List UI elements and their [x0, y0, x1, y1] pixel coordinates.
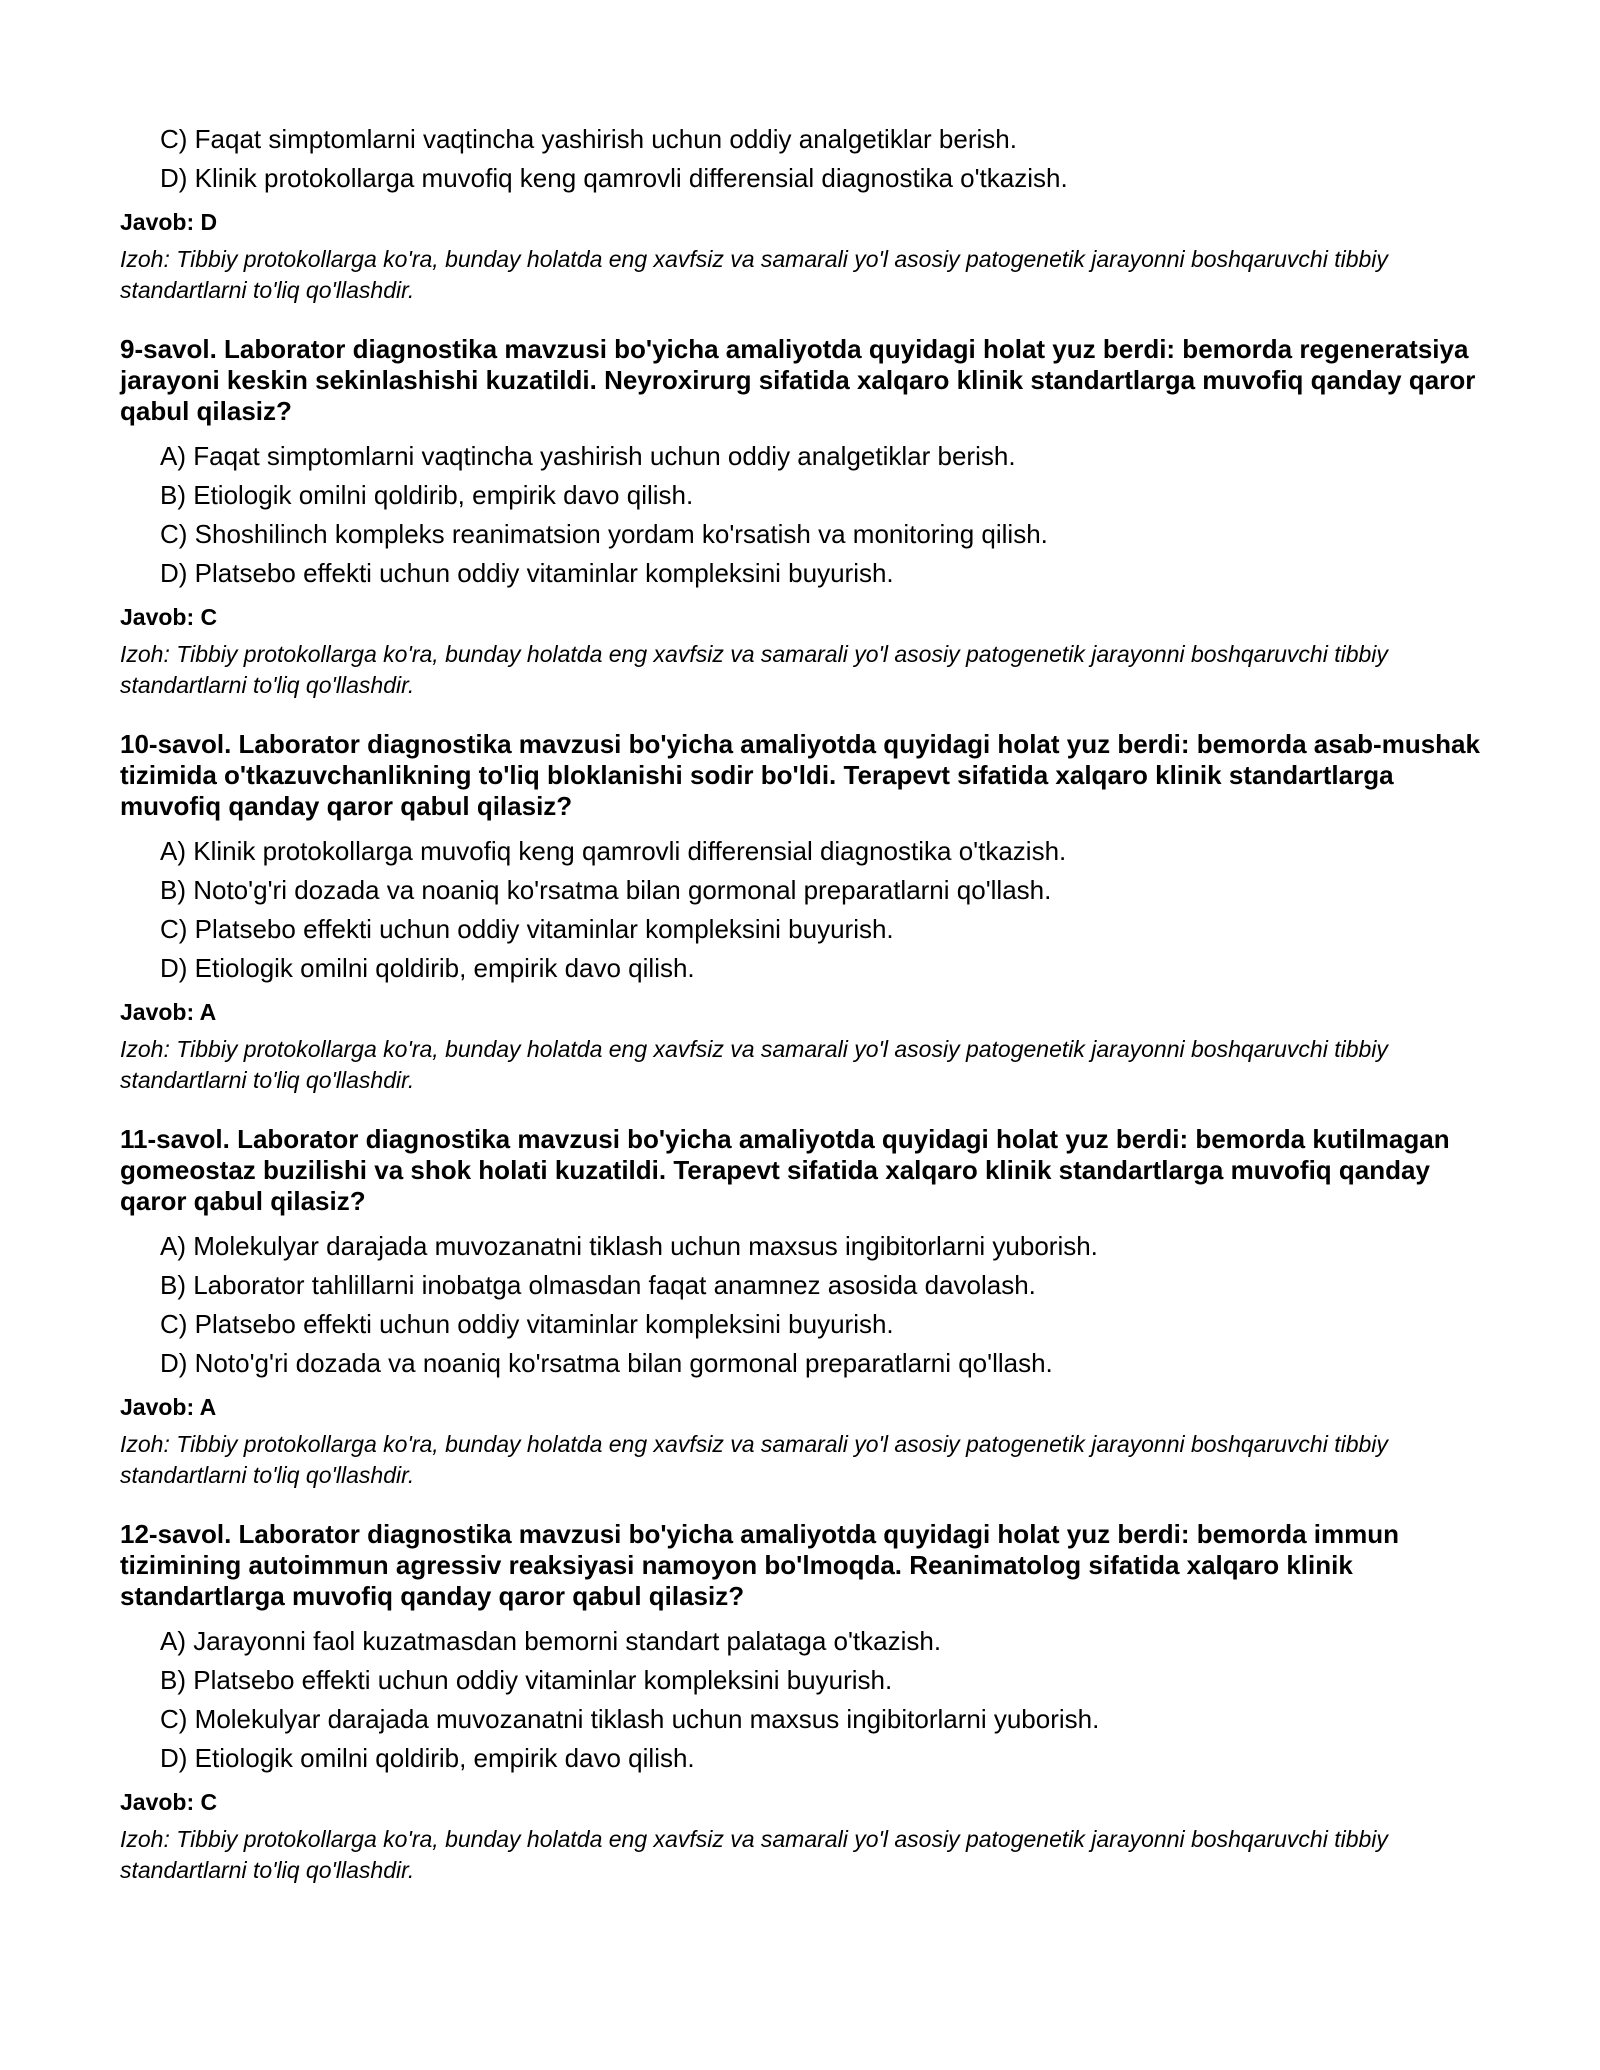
option-a: A) Faqat simptomlarni vaqtincha yashirish uchun oddiy analgetiklar berish. [160, 441, 1016, 471]
option-list [120, 832, 1480, 988]
explanation-note: Izoh: Tibbiy protokollarga ko'ra, bunday holatda eng xavfsiz va samarali yo'l asosiy patogenetik jarayonni boshqaruvchi tibbiy standartlarni to'liq qo'llashdir. [120, 1826, 1388, 1883]
answer-label: Javob: C [120, 604, 218, 630]
question-text: 10-savol. Laborator diagnostika mavzusi bo'yicha amaliyotda quyidagi holat yuz berdi: bemorda asab-mushak tizimida o'tkazuvchanlikning to'liq bloklanishi sodir bo'ldi. Terapevt sifatida xalqaro klinik standartlarga muvofiq qanday qaror qabul qilasiz? [120, 729, 1480, 821]
option-c: C) Platsebo effekti uchun oddiy vitaminlar kompleksini buyurish. [160, 1309, 894, 1339]
question-8-continuation [120, 120, 1480, 306]
answer-label: Javob: D [120, 209, 218, 235]
option-c: C) Shoshilinch kompleks reanimatsion yordam ko'rsatish va monitoring qilish. [160, 519, 1048, 549]
option-c: C) Molekulyar darajada muvozanatni tiklash uchun maxsus ingibitorlarni yuborish. [160, 1704, 1100, 1734]
option-d: D) Etiologik omilni qoldirib, empirik davo qilish. [160, 953, 695, 983]
option-a: A) Klinik protokollarga muvofiq keng qamrovli differensial diagnostika o'tkazish. [160, 836, 1067, 866]
option-list [120, 120, 1480, 198]
explanation-note: Izoh: Tibbiy protokollarga ko'ra, bunday holatda eng xavfsiz va samarali yo'l asosiy patogenetik jarayonni boshqaruvchi tibbiy standartlarni to'liq qo'llashdir. [120, 1431, 1388, 1488]
option-b: B) Platsebo effekti uchun oddiy vitaminlar kompleksini buyurish. [160, 1665, 893, 1695]
option-b: B) Etiologik omilni qoldirib, empirik davo qilish. [160, 480, 694, 510]
explanation-note: Izoh: Tibbiy protokollarga ko'ra, bunday holatda eng xavfsiz va samarali yo'l asosiy patogenetik jarayonni boshqaruvchi tibbiy standartlarni to'liq qo'llashdir. [120, 1036, 1388, 1093]
answer-label: Javob: A [120, 999, 217, 1025]
option-list [120, 437, 1480, 593]
option-d: D) Platsebo effekti uchun oddiy vitaminlar kompleksini buyurish. [160, 558, 894, 588]
option-list [120, 1227, 1480, 1383]
document-page [120, 120, 1480, 1886]
option-d: D) Etiologik omilni qoldirib, empirik davo qilish. [160, 1743, 695, 1773]
answer-label: Javob: A [120, 1394, 217, 1420]
option-b: B) Laborator tahlillarni inobatga olmasdan faqat anamnez asosida davolash. [160, 1270, 1036, 1300]
explanation-note: Izoh: Tibbiy protokollarga ko'ra, bunday holatda eng xavfsiz va samarali yo'l asosiy patogenetik jarayonni boshqaruvchi tibbiy standartlarni to'liq qo'llashdir. [120, 641, 1388, 698]
option-a: A) Jarayonni faol kuzatmasdan bemorni standart palataga o'tkazish. [160, 1626, 942, 1656]
question-11 [120, 1124, 1480, 1491]
explanation-note: Izoh: Tibbiy protokollarga ko'ra, bunday holatda eng xavfsiz va samarali yo'l asosiy patogenetik jarayonni boshqaruvchi tibbiy standartlarni to'liq qo'llashdir. [120, 246, 1388, 303]
option-list [120, 1622, 1480, 1778]
question-9 [120, 334, 1480, 701]
option-c: C) Platsebo effekti uchun oddiy vitaminlar kompleksini buyurish. [160, 914, 894, 944]
option-d: D) Noto'g'ri dozada va noaniq ko'rsatma bilan gormonal preparatlarni qo'llash. [160, 1348, 1053, 1378]
question-text: 11-savol. Laborator diagnostika mavzusi bo'yicha amaliyotda quyidagi holat yuz berdi: bemorda kutilmagan gomeostaz buzilishi va shok holati kuzatildi. Terapevt sifatida xalqaro klinik standartlarga muvofiq qanday qaror qabul qilasiz? [120, 1124, 1450, 1216]
question-text: 12-savol. Laborator diagnostika mavzusi bo'yicha amaliyotda quyidagi holat yuz berdi: bemorda immun tizimining autoimmun agressiv reaksiyasi namoyon bo'lmoqda. Reanimatolog sifatida xalqaro klinik standartlarga muvofiq qanday qaror qabul qilasiz? [120, 1519, 1400, 1611]
question-12 [120, 1519, 1480, 1886]
question-10 [120, 729, 1480, 1096]
answer-label: Javob: C [120, 1789, 218, 1815]
option-a: A) Molekulyar darajada muvozanatni tiklash uchun maxsus ingibitorlarni yuborish. [160, 1231, 1098, 1261]
option-b: B) Noto'g'ri dozada va noaniq ko'rsatma bilan gormonal preparatlarni qo'llash. [160, 875, 1052, 905]
option-d: D) Klinik protokollarga muvofiq keng qamrovli differensial diagnostika o'tkazish. [160, 163, 1068, 193]
option-c: C) Faqat simptomlarni vaqtincha yashirish uchun oddiy analgetiklar berish. [160, 124, 1017, 154]
question-text: 9-savol. Laborator diagnostika mavzusi bo'yicha amaliyotda quyidagi holat yuz berdi: bemorda regeneratsiya jarayoni keskin sekinlashishi kuzatildi. Neyroxirurg sifatida xalqaro klinik standartlarga muvofiq qanday qaror qabul qilasiz? [120, 334, 1476, 426]
